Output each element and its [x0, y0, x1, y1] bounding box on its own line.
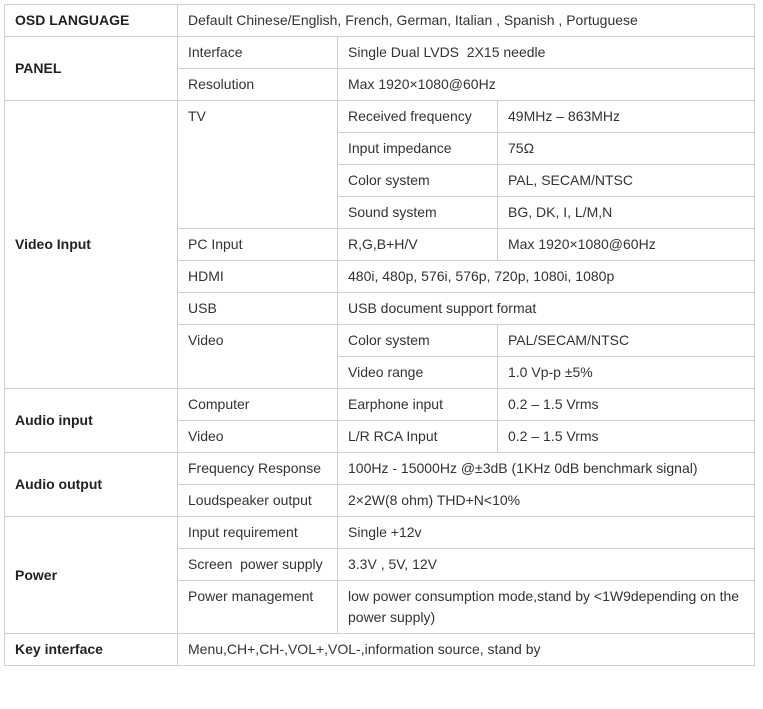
- pc-input-key: R,G,B+H/V: [338, 229, 498, 261]
- audio-input-value: 0.2 – 1.5 Vrms: [498, 421, 755, 453]
- power-management-label: Power management: [178, 581, 338, 634]
- pc-input-label: PC Input: [178, 229, 338, 261]
- power-management-value: low power consumption mode,stand by <1W9depending on the power supply): [338, 581, 755, 634]
- tv-label: TV: [178, 101, 338, 229]
- key-interface-label: Key interface: [5, 634, 178, 666]
- table-row: [5, 634, 755, 666]
- video-label: Video: [178, 325, 338, 389]
- tv-spec-key: Sound system: [338, 197, 498, 229]
- hdmi-value: 480i, 480p, 576i, 576p, 720p, 1080i, 1080p: [338, 261, 755, 293]
- panel-label: PANEL: [5, 37, 178, 101]
- spec-table: [4, 4, 755, 666]
- video-spec-key: Color system: [338, 325, 498, 357]
- osd-value: Default Chinese/English, French, German, Italian , Spanish , Portuguese: [178, 5, 755, 37]
- table-row: [5, 517, 755, 549]
- audio-input-source: Computer: [178, 389, 338, 421]
- loudspeaker-output-label: Loudspeaker output: [178, 485, 338, 517]
- usb-label: USB: [178, 293, 338, 325]
- osd-label: OSD LANGUAGE: [5, 5, 178, 37]
- frequency-response-label: Frequency Response: [178, 453, 338, 485]
- video-input-label: Video Input: [5, 101, 178, 389]
- audio-output-label: Audio output: [5, 453, 178, 517]
- table-row: [5, 37, 755, 69]
- panel-resolution-label: Resolution: [178, 69, 338, 101]
- video-spec-value: PAL/SECAM/NTSC: [498, 325, 755, 357]
- audio-input-label: Audio input: [5, 389, 178, 453]
- table-row: [5, 5, 755, 37]
- tv-spec-value: BG, DK, I, L/M,N: [498, 197, 755, 229]
- pc-input-value: Max 1920×1080@60Hz: [498, 229, 755, 261]
- input-requirement-value: Single +12v: [338, 517, 755, 549]
- audio-input-value: 0.2 – 1.5 Vrms: [498, 389, 755, 421]
- usb-value: USB document support format: [338, 293, 755, 325]
- key-interface-value: Menu,CH+,CH-,VOL+,VOL-,information source, stand by: [178, 634, 755, 666]
- panel-interface-label: Interface: [178, 37, 338, 69]
- loudspeaker-output-value: 2×2W(8 ohm) THD+N<10%: [338, 485, 755, 517]
- tv-spec-value: PAL, SECAM/NTSC: [498, 165, 755, 197]
- tv-spec-key: Color system: [338, 165, 498, 197]
- power-label: Power: [5, 517, 178, 634]
- tv-spec-key: Received frequency: [338, 101, 498, 133]
- tv-spec-key: Input impedance: [338, 133, 498, 165]
- tv-spec-value: 75Ω: [498, 133, 755, 165]
- hdmi-label: HDMI: [178, 261, 338, 293]
- audio-input-key: L/R RCA Input: [338, 421, 498, 453]
- screen-power-supply-label: Screen power supply: [178, 549, 338, 581]
- table-row: [5, 101, 755, 133]
- screen-power-supply-value: 3.3V , 5V, 12V: [338, 549, 755, 581]
- video-spec-key: Video range: [338, 357, 498, 389]
- table-row: [5, 453, 755, 485]
- audio-input-source: Video: [178, 421, 338, 453]
- table-row: [5, 389, 755, 421]
- tv-spec-value: 49MHz – 863MHz: [498, 101, 755, 133]
- audio-input-key: Earphone input: [338, 389, 498, 421]
- frequency-response-value: 100Hz - 15000Hz @±3dB (1KHz 0dB benchmark signal): [338, 453, 755, 485]
- input-requirement-label: Input requirement: [178, 517, 338, 549]
- video-spec-value: 1.0 Vp-p ±5%: [498, 357, 755, 389]
- panel-resolution-value: Max 1920×1080@60Hz: [338, 69, 755, 101]
- panel-interface-value: Single Dual LVDS 2X15 needle: [338, 37, 755, 69]
